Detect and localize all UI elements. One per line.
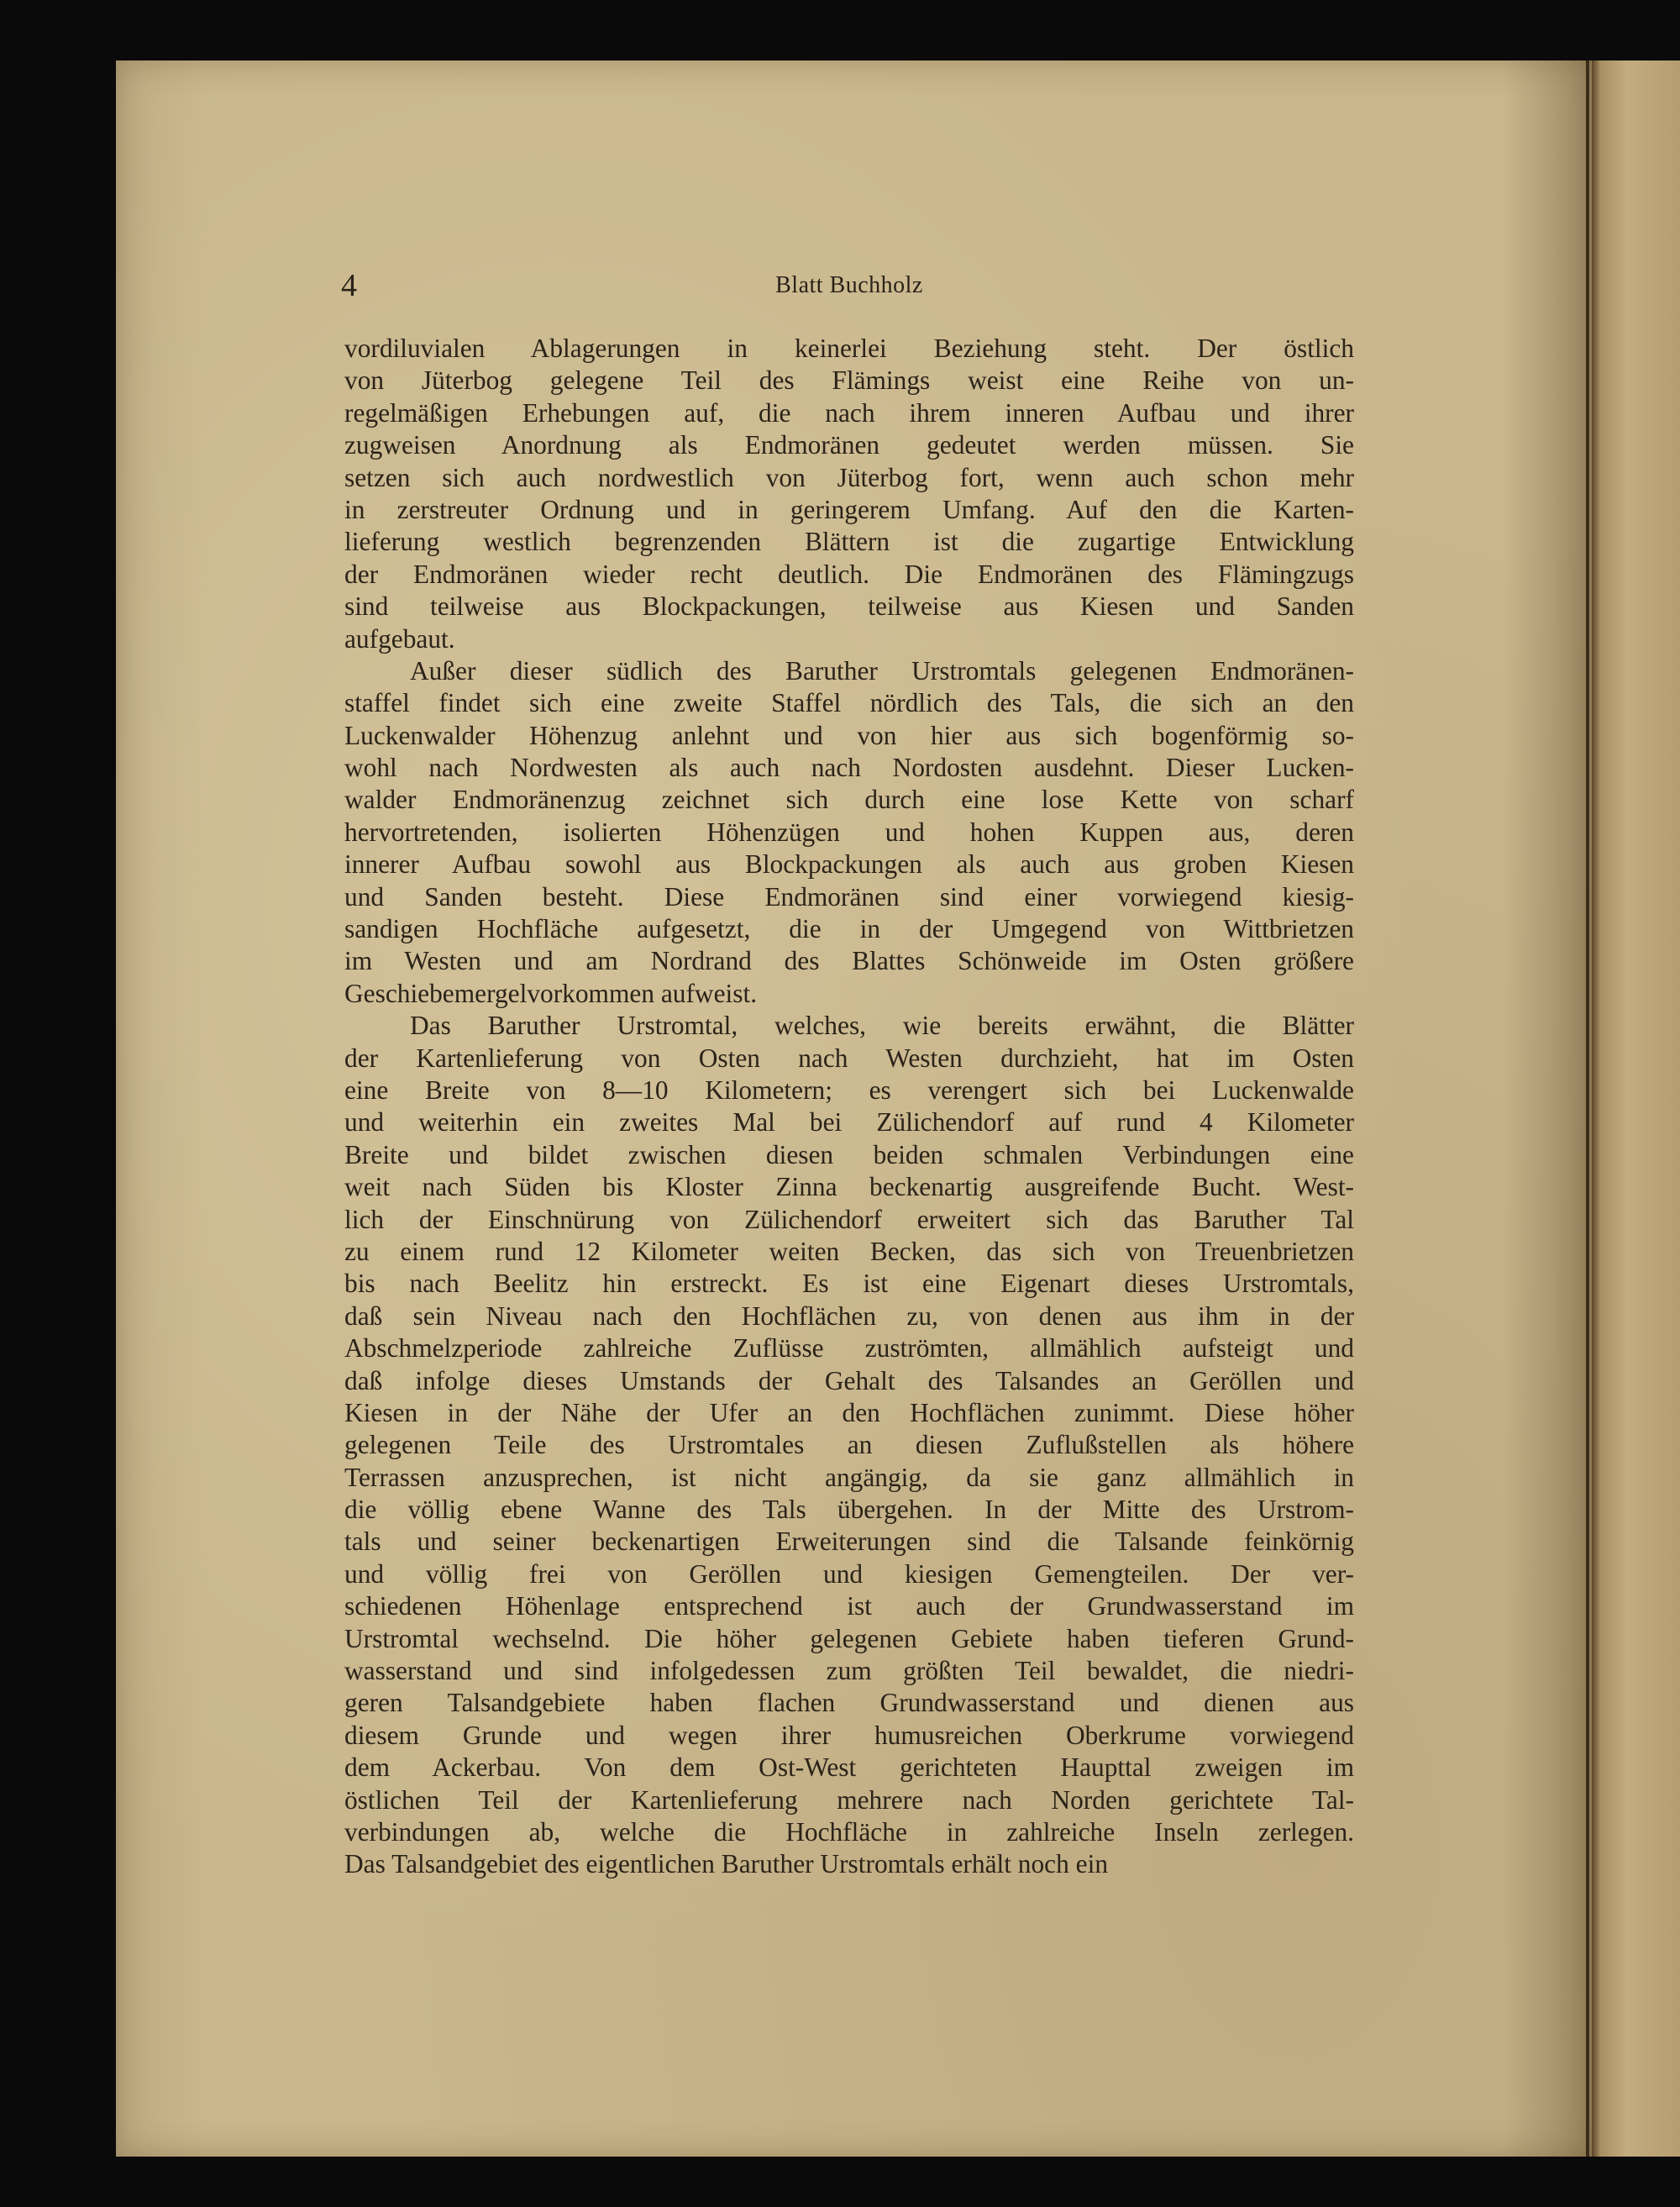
text-line: von Jüterbog gelegene Teil des Flämings weist eine Reihe von un- (344, 365, 1354, 396)
text-line: und Sanden besteht. Diese Endmoränen sind einer vorwiegend kiesig- (344, 881, 1354, 912)
text-line: östlichen Teil der Kartenlieferung mehrere nach Norden gerichtete Tal- (344, 1784, 1354, 1815)
body-text (344, 333, 1354, 1881)
gutter-shadow (1586, 60, 1589, 2157)
text-line: zu einem rund 12 Kilometer weiten Becken, das sich von Treuenbrietzen (344, 1236, 1354, 1266)
running-title: Blatt Buchholz (775, 272, 923, 298)
text-line: Terrassen anzusprechen, ist nicht angängig, da sie ganz allmählich in (344, 1462, 1354, 1492)
text-line: Abschmelzperiode zahlreiche Zuflüsse zuströmten, allmählich aufsteigt und (344, 1333, 1354, 1364)
running-head (341, 267, 1357, 304)
text-line: der Kartenlieferung von Osten nach Westen durchzieht, hat im Osten (344, 1043, 1354, 1073)
text-line: gelegenen Teile des Urstromtales an diesen Zuflußstellen als höhere (344, 1430, 1354, 1460)
text-line: in zerstreuter Ordnung und in geringerem Umfang. Auf den die Karten- (344, 494, 1354, 524)
text-line: im Westen und am Nordrand des Blattes Schönweide im Osten größere (344, 946, 1354, 976)
page-number: 4 (341, 268, 357, 303)
text-line: wohl nach Nordwesten als auch nach Nordosten ausdehnt. Dieser Lucken- (344, 753, 1354, 783)
text-line: wasserstand und sind infolgedessen zum größten Teil bewaldet, die niedri- (344, 1656, 1354, 1686)
text-line: sandigen Hochfläche aufgesetzt, die in der Umgegend von Wittbrietzen (344, 914, 1354, 944)
text-line: regelmäßigen Erhebungen auf, die nach ihrem inneren Aufbau und ihrer (344, 397, 1354, 428)
text-line: Urstromtal wechselnd. Die höher gelegenen Gebiete haben tieferen Grund- (344, 1623, 1354, 1653)
text-line: daß infolge dieses Umstands der Gehalt des Talsandes an Geröllen und (344, 1365, 1354, 1395)
text-line: Das Talsandgebiet des eigentlichen Baruther Urstromtals erhält noch ein (344, 1849, 1109, 1879)
text-line: schiedenen Höhenlage entsprechend ist auch der Grundwasserstand im (344, 1591, 1354, 1621)
text-line: und weiterhin ein zweites Mal bei Zülichendorf auf rund 4 Kilometer (344, 1107, 1354, 1138)
text-line: vordiluvialen Ablagerungen in keinerlei Beziehung steht. Der östlich (344, 334, 1354, 363)
text-line: verbindungen ab, welche die Hochfläche in zahlreiche Inseln zerlegen. (344, 1816, 1354, 1847)
text-line: der Endmoränen wieder recht deutlich. Die Endmoränen des Flämingzugs (344, 559, 1354, 589)
text-line: geren Talsandgebiete haben flachen Grundwasserstand und dienen aus (344, 1688, 1354, 1718)
text-line: weit nach Süden bis Kloster Zinna beckenartig ausgreifende Bucht. West- (344, 1172, 1354, 1202)
text-line: Außer dieser südlich des Baruther Urstromtals gelegenen Endmoränen- (410, 655, 1354, 686)
text-line: zugweisen Anordnung als Endmoränen gedeutet werden müssen. Sie (344, 430, 1354, 460)
text-line: walder Endmoränenzug zeichnet sich durch eine lose Kette von scharf (344, 785, 1354, 815)
text-line: lieferung westlich begrenzenden Blättern ist die zugartige Entwicklung (344, 527, 1354, 557)
text-line: Luckenwalder Höhenzug anlehnt und von hier aus sich bogenförmig so- (344, 720, 1354, 750)
text-line: setzen sich auch nordwestlich von Jüterbog fort, wenn auch schon mehr (344, 462, 1354, 492)
text-line: Das Baruther Urstromtal, welches, wie bereits erwähnt, die Blätter (410, 1011, 1354, 1041)
text-line: dem Ackerbau. Von dem Ost-West gerichteten Haupttal zweigen im (344, 1752, 1354, 1783)
text-line: und völlig frei von Geröllen und kiesigen Gemengteilen. Der ver- (344, 1558, 1354, 1589)
text-line: die völlig ebene Wanne des Tals übergehen. In der Mitte des Urstrom- (344, 1495, 1354, 1525)
text-line: eine Breite von 8—10 Kilometern; es verengert sich bei Luckenwalde (344, 1075, 1354, 1105)
text-line: daß sein Niveau nach den Hochflächen zu, von denen aus ihm in der (344, 1301, 1354, 1331)
paragraph (344, 333, 1354, 655)
paragraph (344, 655, 1354, 1010)
adjacent-page-edge (1592, 60, 1680, 2157)
text-line: tals und seiner beckenartigen Erweiterungen sind die Talsande feinkörnig (344, 1527, 1354, 1557)
text-line: staffel findet sich eine zweite Staffel nördlich des Tals, die sich an den (344, 688, 1354, 718)
text-line: hervortretenden, isolierten Höhenzügen und hohen Kuppen aus, deren (344, 817, 1354, 847)
text-line: Breite und bildet zwischen diesen beiden schmalen Verbindungen eine (344, 1139, 1354, 1169)
text-line: diesem Grunde und wegen ihrer humusreichen Oberkrume vorwiegend (344, 1720, 1354, 1750)
paragraph (344, 1010, 1354, 1881)
text-line: aufgebaut. (344, 623, 455, 654)
text-line: innerer Aufbau sowohl aus Blockpackungen als auch aus groben Kiesen (344, 849, 1354, 880)
text-line: sind teilweise aus Blockpackungen, teilweise aus Kiesen und Sanden (344, 591, 1354, 622)
text-line: Kiesen in der Nähe der Ufer an den Hochflächen zunimmt. Diese höher (344, 1397, 1354, 1427)
text-line: lich der Einschnürung von Zülichendorf erweitert sich das Baruther Tal (344, 1204, 1354, 1234)
text-line: Geschiebemergelvorkommen aufweist. (344, 978, 758, 1008)
text-line: bis nach Beelitz hin erstreckt. Es ist eine Eigenart dieses Urstromtals, (344, 1269, 1354, 1299)
